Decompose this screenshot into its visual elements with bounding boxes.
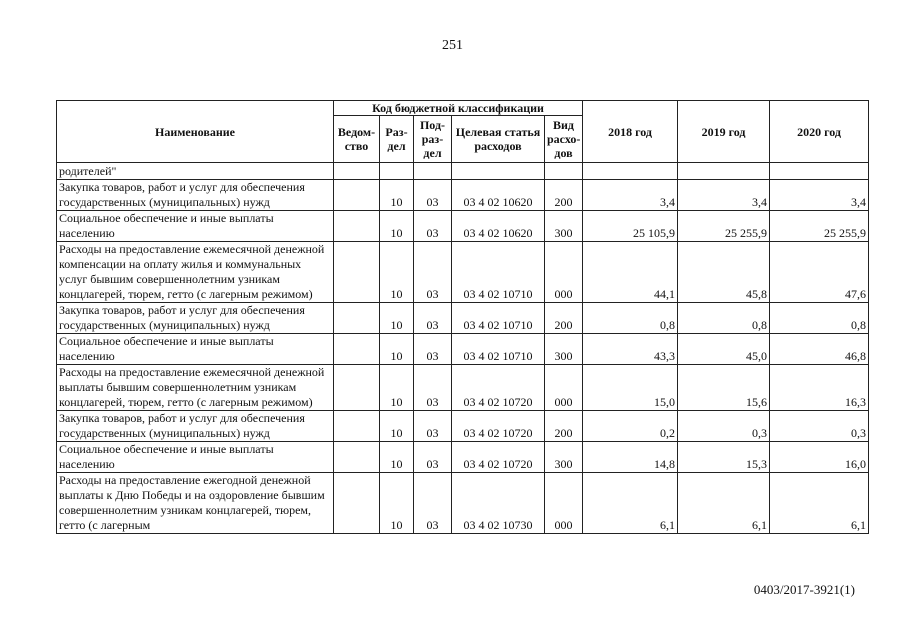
cell-2019: 0,3 [678,411,770,442]
cell-vid: 200 [545,303,583,334]
cell-vedomstvo [334,365,380,411]
cell-vedomstvo [334,303,380,334]
cell-podrazdel: 03 [414,180,452,211]
col-header-razdel: Раз-дел [380,116,414,163]
cell-target: 03 4 02 10710 [452,334,545,365]
cell-target [452,163,545,180]
cell-name: Расходы на предоставление ежегодной денежной выплаты к Дню Победы и на оздоровление бывшим совершеннолетним узникам концлагерей, тюрем, гетто (с лагерным [57,473,334,534]
cell-vid: 200 [545,411,583,442]
cell-target: 03 4 02 10620 [452,180,545,211]
cell-2019: 15,6 [678,365,770,411]
cell-name: Расходы на предоставление ежемесячной денежной компенсации на оплату жилья и коммунальных услуг бывшим совершеннолетним узникам концлагерей, тюрем, гетто (с лагерным режимом) [57,242,334,303]
cell-vid [545,163,583,180]
cell-name: Социальное обеспечение и иные выплаты населению [57,442,334,473]
col-header-2018: 2018 год [583,101,678,163]
cell-vedomstvo [334,211,380,242]
cell-2019: 6,1 [678,473,770,534]
col-header-target: Целевая статья расходов [452,116,545,163]
budget-table [56,100,869,534]
cell-2020 [770,163,869,180]
cell-target: 03 4 02 10720 [452,411,545,442]
cell-podrazdel: 03 [414,442,452,473]
table-row [57,442,869,473]
cell-2018: 14,8 [583,442,678,473]
cell-razdel: 10 [380,334,414,365]
table-row [57,242,869,303]
cell-2020: 0,8 [770,303,869,334]
cell-vid: 000 [545,473,583,534]
cell-name: Закупка товаров, работ и услуг для обеспечения государственных (муниципальных) нужд [57,180,334,211]
cell-razdel [380,163,414,180]
cell-target: 03 4 02 10720 [452,365,545,411]
cell-name: родителей" [57,163,334,180]
cell-target: 03 4 02 10710 [452,303,545,334]
cell-2020: 16,3 [770,365,869,411]
cell-vedomstvo [334,411,380,442]
col-header-2020: 2020 год [770,101,869,163]
cell-razdel: 10 [380,242,414,303]
cell-2020: 6,1 [770,473,869,534]
cell-2019: 45,0 [678,334,770,365]
cell-name: Социальное обеспечение и иные выплаты населению [57,211,334,242]
cell-vid: 000 [545,365,583,411]
cell-2018: 0,2 [583,411,678,442]
cell-vedomstvo [334,473,380,534]
cell-razdel: 10 [380,473,414,534]
cell-podrazdel: 03 [414,411,452,442]
cell-2020: 46,8 [770,334,869,365]
cell-razdel: 10 [380,211,414,242]
cell-2018 [583,163,678,180]
cell-2019: 45,8 [678,242,770,303]
table-row [57,473,869,534]
cell-podrazdel: 03 [414,303,452,334]
cell-razdel: 10 [380,303,414,334]
page-number: 251 [442,38,463,53]
cell-2019: 3,4 [678,180,770,211]
table-row [57,334,869,365]
cell-2019: 0,8 [678,303,770,334]
cell-podrazdel: 03 [414,473,452,534]
cell-vedomstvo [334,180,380,211]
cell-podrazdel: 03 [414,334,452,365]
col-header-vedomstvo: Ведом-ство [334,116,380,163]
cell-target: 03 4 02 10720 [452,442,545,473]
col-header-vid: Вид расхо-дов [545,116,583,163]
table-row [57,180,869,211]
cell-razdel: 10 [380,180,414,211]
cell-podrazdel [414,163,452,180]
cell-vid: 200 [545,180,583,211]
cell-2018: 44,1 [583,242,678,303]
cell-2018: 25 105,9 [583,211,678,242]
cell-podrazdel: 03 [414,242,452,303]
cell-vid: 300 [545,211,583,242]
col-header-budget-code: Код бюджетной классификации [334,101,583,116]
cell-vedomstvo [334,442,380,473]
cell-name: Закупка товаров, работ и услуг для обеспечения государственных (муниципальных) нужд [57,303,334,334]
cell-2018: 0,8 [583,303,678,334]
cell-2019: 15,3 [678,442,770,473]
table-row [57,163,869,180]
cell-razdel: 10 [380,442,414,473]
cell-name: Расходы на предоставление ежемесячной денежной выплаты бывшим совершеннолетним узникам концлагерей, тюрем, гетто (с лагерным режимом) [57,365,334,411]
cell-vedomstvo [334,334,380,365]
cell-2018: 43,3 [583,334,678,365]
cell-target: 03 4 02 10710 [452,242,545,303]
col-header-2019: 2019 год [678,101,770,163]
cell-2020: 3,4 [770,180,869,211]
cell-2020: 16,0 [770,442,869,473]
document-code: 0403/2017-3921(1) [753,582,855,597]
col-header-name: Наименование [57,101,334,163]
cell-vid: 300 [545,334,583,365]
cell-podrazdel: 03 [414,211,452,242]
cell-name: Закупка товаров, работ и услуг для обеспечения государственных (муниципальных) нужд [57,411,334,442]
cell-podrazdel: 03 [414,365,452,411]
table-body [57,163,869,534]
cell-vid: 300 [545,442,583,473]
cell-vedomstvo [334,242,380,303]
table-row [57,303,869,334]
table-row [57,411,869,442]
cell-2019: 25 255,9 [678,211,770,242]
table-row [57,211,869,242]
cell-vid: 000 [545,242,583,303]
cell-2018: 6,1 [583,473,678,534]
cell-razdel: 10 [380,365,414,411]
cell-2019 [678,163,770,180]
cell-2020: 47,6 [770,242,869,303]
cell-2018: 3,4 [583,180,678,211]
cell-target: 03 4 02 10730 [452,473,545,534]
col-header-podrazdel: Под-раз-дел [414,116,452,163]
cell-name: Социальное обеспечение и иные выплаты населению [57,334,334,365]
cell-2020: 0,3 [770,411,869,442]
cell-2018: 15,0 [583,365,678,411]
cell-2020: 25 255,9 [770,211,869,242]
table-row [57,365,869,411]
cell-razdel: 10 [380,411,414,442]
cell-vedomstvo [334,163,380,180]
cell-target: 03 4 02 10620 [452,211,545,242]
